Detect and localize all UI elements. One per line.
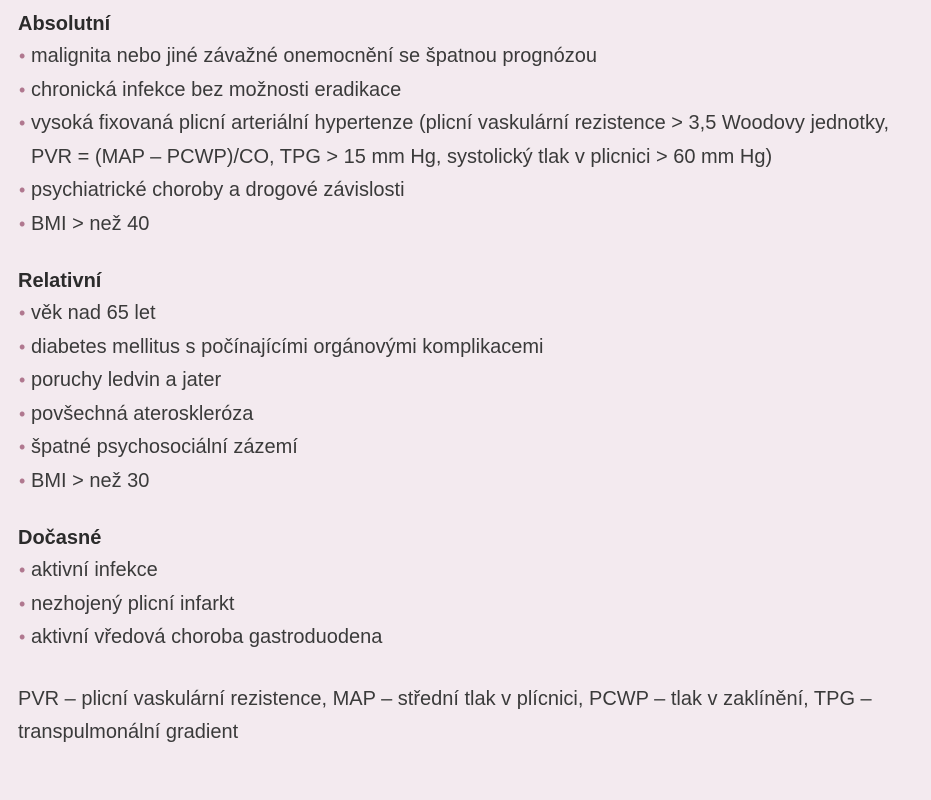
item-list (18, 297, 911, 498)
section-heading: Dočasné (18, 527, 102, 549)
list-item (18, 588, 911, 622)
list-item (18, 74, 911, 108)
bullet-icon: • (19, 403, 26, 424)
list-item-text: poruchy ledvin a jater (31, 369, 222, 391)
section-absolute (18, 8, 911, 241)
item-list (18, 40, 911, 241)
bullet-icon: • (19, 213, 26, 234)
bullet-icon: • (19, 79, 26, 100)
list-item (18, 554, 911, 588)
footnote-abbreviations: PVR – plicní vaskulární rezistence, MAP – střední tlak v plícnici, PCWP – tlak v zaklínění, TPG – transpulmonální gradient (18, 687, 872, 743)
bullet-icon: • (19, 303, 26, 323)
list-item-text: chronická infekce bez možnosti eradikace (31, 78, 402, 101)
bullet-icon: • (19, 113, 26, 133)
list-item (18, 465, 911, 499)
list-item-text: věk nad 65 let (31, 302, 156, 324)
list-item-text: aktivní vředová choroba gastroduodena (31, 626, 383, 648)
section-temporary (18, 522, 911, 655)
list-item (18, 174, 911, 208)
list-item (18, 398, 911, 432)
list-item-text: aktivní infekce (31, 559, 158, 581)
list-item (18, 621, 911, 655)
section-relative (18, 265, 911, 498)
bullet-icon: • (19, 336, 26, 357)
list-item-text: povšechná ateroskleróza (31, 402, 254, 425)
list-item-text: vysoká fixovaná plicní arteriální hypertenze (plicní vaskulární rezistence > 3,5 Woodovy jednotky, PVR = (MAP – PCWP)/CO, TPG > 15 mm Hg, systolický tlak v plicnici > 60 mm Hg) (31, 112, 890, 168)
bullet-icon: • (19, 180, 26, 200)
list-item-text: nezhojený plicní infarkt (31, 592, 235, 615)
list-item-text: diabetes mellitus s počínajícími orgánovými komplikacemi (31, 335, 544, 358)
list-item (18, 107, 911, 174)
section-heading: Relativní (18, 270, 102, 292)
list-item (18, 331, 911, 365)
bullet-icon: • (19, 560, 26, 580)
list-item (18, 431, 911, 465)
bullet-icon: • (19, 470, 26, 491)
list-item-text: špatné psychosociální zázemí (31, 436, 298, 458)
bullet-icon: • (19, 370, 26, 390)
bullet-icon: • (19, 437, 26, 457)
section-heading: Absolutní (18, 13, 111, 35)
list-item-text: malignita nebo jiné závažné onemocnění se špatnou prognózou (31, 45, 597, 67)
item-list (18, 554, 911, 655)
list-item (18, 208, 911, 242)
list-item-text: psychiatrické choroby a drogové závislosti (31, 179, 405, 201)
list-item (18, 40, 911, 74)
list-item (18, 297, 911, 331)
list-item-text: BMI > než 30 (31, 469, 150, 492)
list-item-text: BMI > než 40 (31, 212, 150, 235)
bullet-icon: • (19, 46, 26, 66)
bullet-icon: • (19, 593, 26, 614)
bullet-icon: • (19, 627, 26, 647)
list-item (18, 364, 911, 398)
